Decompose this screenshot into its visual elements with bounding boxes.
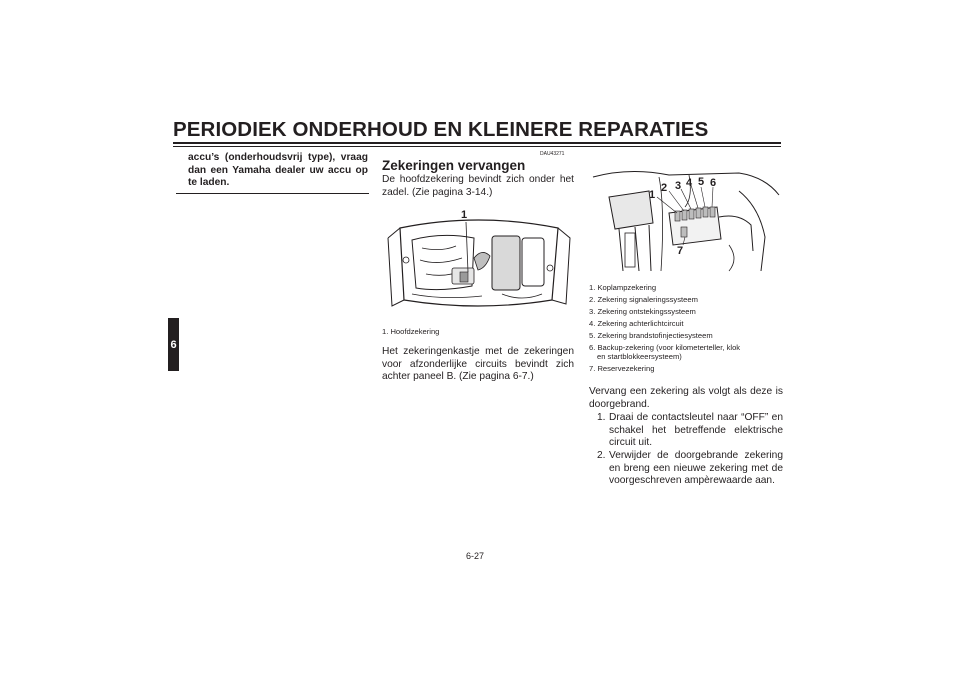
intro-paragraph: De hoofdzekering bevindt zich onder het zadel. (Zie pagina 3-14.) — [382, 174, 574, 198]
figure2-callout-1: 1 — [649, 189, 656, 201]
procedure-step-2 — [597, 450, 783, 488]
chapter-tab: 6 — [168, 318, 179, 371]
warning-continuation: accu’s (onderhoudsvrij type), vraag dan een Yamaha dealer uw accu op te laden. — [188, 152, 368, 189]
page-title: PERIODIEK ONDERHOUD EN KLEINERE REPARATIES — [173, 118, 709, 141]
procedure-step-1 — [597, 412, 783, 450]
legend-item: 5. Zekering brandstofinjectiesysteem — [589, 331, 713, 341]
step-text: Verwijder de doorgebrande zekering en breng een nieuwe zekering met de voorgeschreven ampèrewaarde aan. — [609, 450, 783, 487]
figure2-callout-7: 7 — [677, 245, 684, 257]
warning-rule — [176, 193, 369, 194]
header-rule — [173, 142, 781, 144]
step-text: Draai de contactsleutel naar “OFF” en schakel het betreffende elektrische circuit uit. — [609, 412, 783, 449]
legend-item: 1. Koplampzekering — [589, 283, 657, 292]
step-number: 1. — [597, 412, 606, 423]
document-code: DAU43271 — [540, 151, 565, 157]
procedure-intro: Vervang een zekering als volgt als deze is doorgebrand. — [589, 386, 783, 410]
legend-item: 2. Zekering signaleringssysteem — [589, 295, 698, 305]
main-fuse-illustration — [382, 208, 574, 320]
figure2-callout-6: 6 — [710, 177, 717, 189]
fusebox-paragraph: Het zekeringenkastje met de zekeringen voor afzonderlijke circuits bevindt zich achter paneel B. (Zie pagina 6-7.) — [382, 346, 574, 383]
legend-item: 7. Reservezekering — [589, 363, 655, 373]
legend-item: 6. Backup-zekering (voor kilometerteller, klok — [589, 343, 741, 353]
legend-item: 3. Zekering ontstekingssysteem — [589, 307, 696, 317]
page-number: 6-27 — [466, 551, 485, 561]
figure2-callout-2: 2 — [661, 182, 668, 194]
figure1-callout-1: 1 — [461, 209, 468, 221]
fuse-legend — [589, 282, 740, 375]
figure2-callout-3: 3 — [675, 180, 682, 192]
figure2-callout-4: 4 — [686, 177, 693, 189]
step-number: 2. — [597, 450, 606, 461]
legend-item: 4. Zekering achterlichtcircuit — [589, 319, 684, 329]
figure2-callout-5: 5 — [698, 176, 705, 188]
header-rule-thin — [173, 146, 781, 147]
section-title: Zekeringen vervangen — [382, 158, 526, 173]
legend-item-continuation: en startblokkeersysteem) — [597, 351, 682, 361]
figure1-caption: 1. Hoofdzekering — [382, 327, 440, 336]
